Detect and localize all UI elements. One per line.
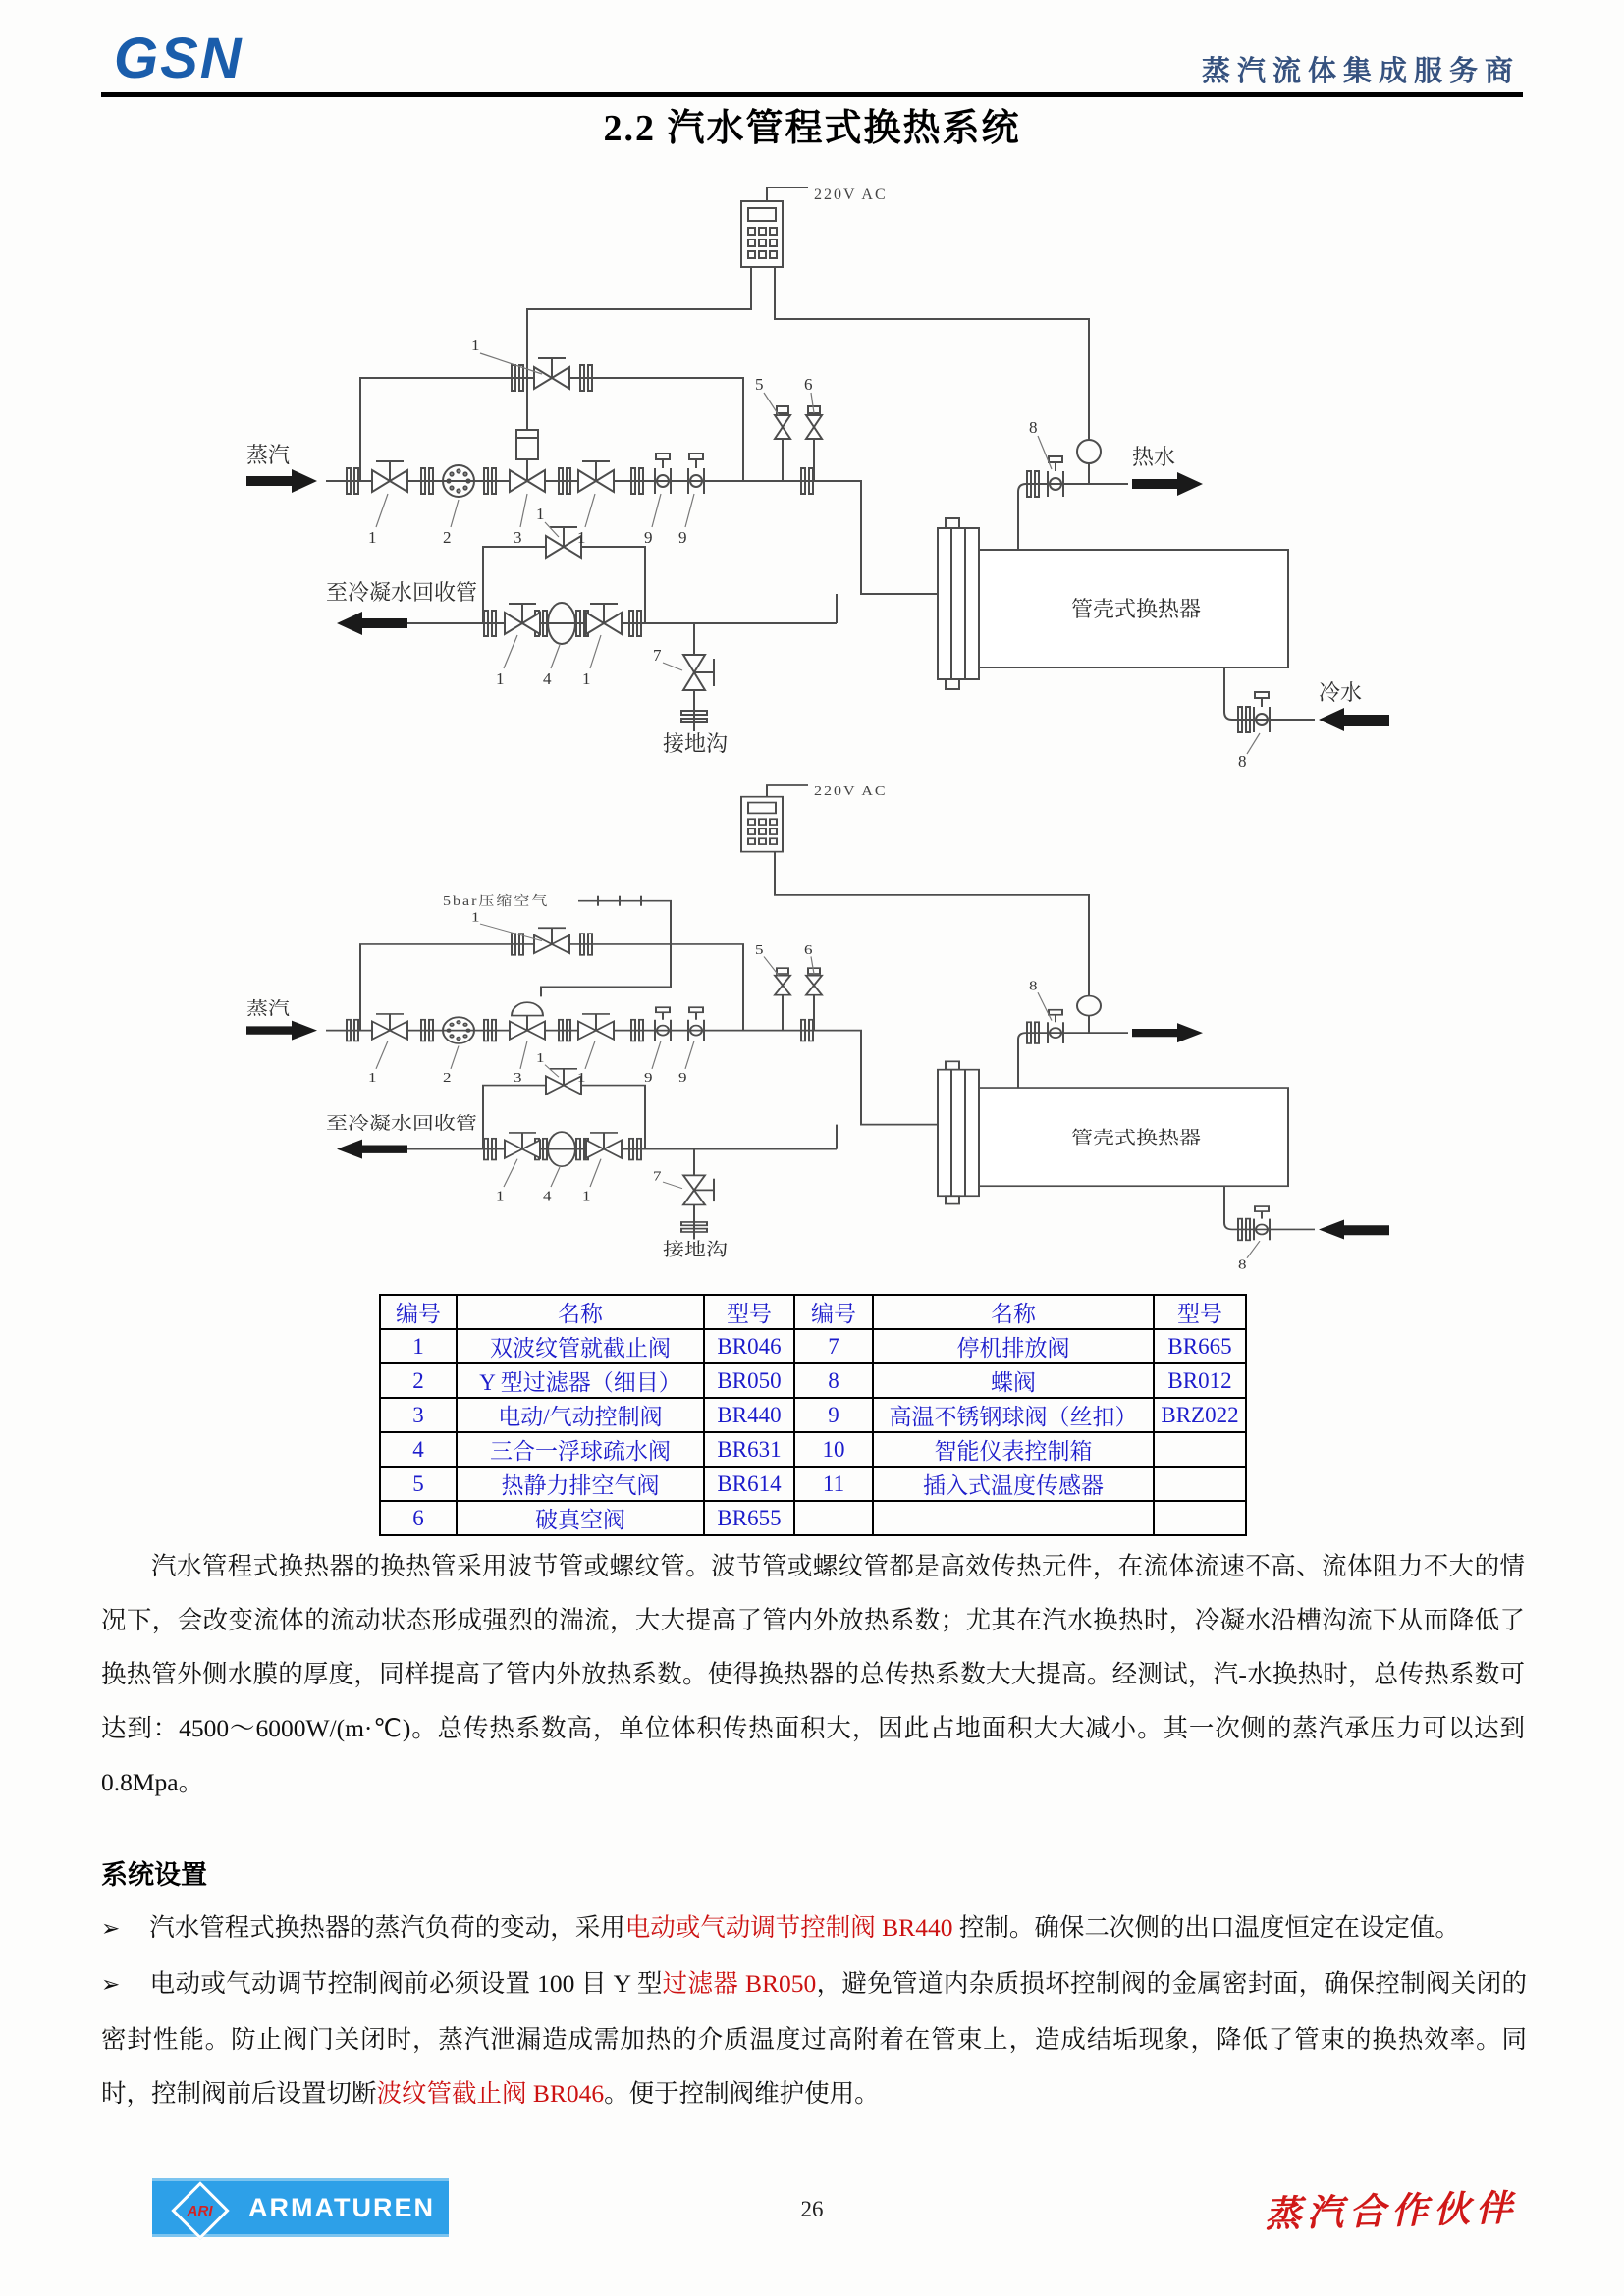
condensate-arrow [337, 612, 407, 635]
armaturen-text: ARMATUREN [248, 2192, 435, 2222]
heat-exchanger-label: 管壳式换热器 [1070, 597, 1202, 621]
cold-water-arrow [1319, 1219, 1389, 1239]
bullet-item [101, 1956, 1527, 2120]
cell: BR440 [704, 1398, 794, 1432]
table-row [380, 1329, 1246, 1363]
temperature-sensor [1077, 996, 1101, 1016]
power-label: 220V AC [813, 784, 888, 799]
air-vent-valve [775, 406, 790, 439]
ground-trench-label: 接地沟 [663, 731, 729, 756]
ari-brand-text: ARI [188, 2202, 213, 2219]
table-header-row [380, 1295, 1246, 1329]
body-paragraph: 汽水管程式换热器的换热管采用波节管或螺纹管。波节管或螺纹管都是高效传热元件，在流体流速不高、流体阻力不大的情况下，会改变流体的流动状态形成强烈的湍流，大大提高了管内外放热系数；尤其在汽水换热时，冷凝水沿槽沟流下从而降低了换热管外侧水膜的厚度，同样提高了管内外放热系数。使得换热器的总传热系数大大提高。经测试，汽-水换热时，总传热系数可达到：4500～6000W/(m·℃)。总传热系数高，单位体积传热面积大，因此占地面积大大减小。其一次侧的蒸汽承压力可以达到 0.8Mpa。 [101, 1552, 1525, 1796]
callout: 1 [536, 505, 545, 523]
bullet-item [101, 1900, 1527, 1956]
callout: 8 [1238, 1256, 1247, 1273]
ball-valve [655, 454, 671, 494]
stop-valve [578, 461, 614, 492]
table-row [380, 1432, 1246, 1467]
heat-exchanger-head [938, 528, 979, 679]
callout: 1 [496, 1188, 505, 1204]
callout: 3 [514, 528, 522, 547]
cell: 双波纹管就截止阀 [457, 1329, 704, 1363]
cell [873, 1501, 1154, 1535]
cell: 停机排放阀 [873, 1329, 1154, 1363]
callout: 6 [804, 942, 813, 958]
cell: 2 [380, 1363, 457, 1398]
callout: 1 [577, 528, 586, 547]
cell: BR655 [704, 1501, 794, 1535]
shutdown-drain-valve [683, 1175, 714, 1204]
condensate-arrow [337, 1140, 407, 1159]
cell [794, 1501, 873, 1535]
cell [1154, 1467, 1246, 1501]
cell: BR665 [1154, 1329, 1246, 1363]
cell: BRZ022 [1154, 1398, 1246, 1432]
sensor-wire [775, 267, 1089, 440]
table-row [380, 1363, 1246, 1398]
page-title: 2.2 汽水管程式换热系统 [603, 108, 1021, 149]
control-box [741, 797, 783, 852]
bypass-valve [546, 1069, 581, 1095]
col-header: 名称 [873, 1295, 1154, 1329]
hot-water-arrow [1132, 1023, 1203, 1042]
butterfly-valve [1254, 1206, 1270, 1240]
callout: 6 [804, 375, 813, 394]
table-row [380, 1501, 1246, 1535]
callout: 3 [514, 1070, 522, 1086]
hot-water-arrow [1132, 472, 1203, 496]
condensate-label: 至冷凝水回收管 [326, 1114, 477, 1135]
hot-water-label: 热水 [1132, 445, 1176, 469]
section-heading: 系统设置 [101, 1860, 207, 1890]
cold-water-label: 冷水 [1319, 680, 1363, 705]
bullet-text: 汽水管程式换热器的蒸汽负荷的变动，采用 [149, 1913, 625, 1942]
electric-control-valve [510, 430, 545, 492]
gsn-logo: GSN [114, 27, 244, 90]
cell: 高温不锈钢球阀（丝扣） [873, 1398, 1154, 1432]
callout: 9 [644, 528, 653, 547]
callout: 1 [368, 1070, 377, 1086]
pneumatic-control-valve [510, 1002, 545, 1040]
steam-label: 蒸汽 [246, 443, 291, 467]
col-header: 编号 [794, 1295, 873, 1329]
cell: 1 [380, 1329, 457, 1363]
stop-valve [505, 604, 540, 634]
steam-arrow [246, 1021, 317, 1041]
cell: BR012 [1154, 1363, 1246, 1398]
air-supply-label: 5bar压缩空气 [443, 894, 550, 909]
callout: 1 [471, 909, 480, 926]
steam-label: 蒸汽 [246, 999, 290, 1020]
cell: 8 [794, 1363, 873, 1398]
callout: 1 [536, 1050, 545, 1066]
callout: 2 [443, 528, 452, 547]
partner-slogan: 蒸汽合作伙伴 [1264, 2188, 1519, 2236]
ball-valve [688, 454, 704, 494]
control-wire [527, 267, 751, 429]
parts-table [379, 1294, 1247, 1536]
bullet-text: 控制。确保二次侧的出口温度恒定在设定值。 [952, 1913, 1460, 1942]
callout: 9 [678, 1070, 687, 1086]
heat-exchanger-head [938, 1070, 979, 1197]
page-number: 26 [800, 2197, 824, 2221]
cell: 智能仪表控制箱 [873, 1432, 1154, 1467]
stop-valve [505, 1133, 540, 1158]
ground-trench-label: 接地沟 [663, 1240, 728, 1260]
callout: 1 [496, 669, 505, 688]
cell: 电动/气动控制阀 [457, 1398, 704, 1432]
cell: BR631 [704, 1432, 794, 1467]
table-row [380, 1467, 1246, 1501]
cell: 10 [794, 1432, 873, 1467]
table-row [380, 1398, 1246, 1432]
bullet-arrow-icon: ➢ [101, 1916, 121, 1942]
cell [1154, 1432, 1246, 1467]
callout: 7 [653, 646, 662, 665]
cell: 蝶阀 [873, 1363, 1154, 1398]
power-wire [767, 187, 808, 201]
callout: 5 [755, 375, 764, 394]
bypass-valve [546, 527, 581, 558]
temperature-sensor [1077, 440, 1101, 463]
callout: 9 [644, 1070, 653, 1086]
bullet-text: 电动或气动调节控制阀前必须设置 100 目 Y 型 [149, 1969, 663, 1998]
cell: BR614 [704, 1467, 794, 1501]
stop-valve [372, 461, 407, 492]
callout: 1 [582, 1188, 591, 1204]
cell: 热静力排空气阀 [457, 1467, 704, 1501]
settings-bullets [101, 1900, 1527, 2120]
pipe-to-exchanger [822, 481, 938, 594]
condensate-label: 至冷凝水回收管 [326, 580, 478, 605]
ball-valve [688, 1007, 704, 1041]
butterfly-valve [1048, 1010, 1063, 1043]
col-header: 名称 [457, 1295, 704, 1329]
bullet-arrow-icon: ➢ [101, 1972, 121, 1998]
cell: 7 [794, 1329, 873, 1363]
cell: 插入式温度传感器 [873, 1467, 1154, 1501]
callout: 1 [368, 528, 377, 547]
cell: 破真空阀 [457, 1501, 704, 1535]
cell: 5 [380, 1467, 457, 1501]
callout: 8 [1238, 752, 1247, 771]
shutdown-drain-valve [683, 655, 714, 690]
cell: BR050 [704, 1363, 794, 1398]
ball-valve [655, 1007, 671, 1041]
stop-valve [586, 604, 622, 634]
col-header: 编号 [380, 1295, 457, 1329]
col-header: 型号 [1154, 1295, 1246, 1329]
cell: BR046 [704, 1329, 794, 1363]
diagram-1-schematic [233, 182, 1391, 771]
air-vent-valve [775, 968, 790, 995]
highlighted-text: 波纹管截止阀 BR046 [376, 2079, 605, 2108]
cell: 4 [380, 1432, 457, 1467]
callout: 7 [653, 1168, 662, 1184]
callout: 9 [678, 528, 687, 547]
callout: 8 [1029, 978, 1038, 994]
steam-arrow [246, 469, 317, 493]
heat-exchanger-label: 管壳式换热器 [1071, 1128, 1201, 1148]
cell: 3 [380, 1398, 457, 1432]
callout: 4 [543, 1188, 552, 1204]
cold-water-arrow [1319, 708, 1389, 731]
col-header: 型号 [704, 1295, 794, 1329]
callout: 5 [755, 942, 764, 958]
cell: 三合一浮球疏水阀 [457, 1432, 704, 1467]
header-tagline: 蒸汽流体集成服务商 [1201, 56, 1520, 87]
highlighted-text: 过滤器 BR050 [662, 1969, 817, 1998]
callout: 4 [543, 669, 552, 688]
cell: 9 [794, 1398, 873, 1432]
highlighted-text: 电动或气动调节控制阀 BR440 [624, 1913, 953, 1942]
callout: 1 [577, 1070, 586, 1086]
steam-bypass-pipe [360, 378, 743, 481]
power-label: 220V AC [814, 187, 888, 203]
diagram-2-schematic [233, 780, 1391, 1273]
callout: 2 [443, 1070, 452, 1086]
callout: 1 [471, 336, 480, 354]
butterfly-valve [1048, 456, 1063, 497]
cell: 11 [794, 1467, 873, 1501]
cell: 6 [380, 1501, 457, 1535]
bullet-text: 。便于控制阀维护使用。 [604, 2079, 880, 2108]
bullet-text: ，避免管道内杂质损坏控制阀的金属密封面，确保控制阀关闭的密封性能。防止阀门关闭时，蒸汽泄漏造成需加热的介质温度过高附着在管束上，造成结垢现象，降低了管束的换热效率。同时，控制阀前后设置切断 [101, 1969, 1527, 2108]
stop-valve [372, 1014, 407, 1040]
callout: 1 [582, 669, 591, 688]
stop-valve [586, 1133, 622, 1158]
cell: Y 型过滤器（细目） [457, 1363, 704, 1398]
control-box [741, 201, 783, 267]
callout: 8 [1029, 418, 1038, 437]
stop-valve [578, 1014, 614, 1040]
cell [1154, 1501, 1246, 1535]
butterfly-valve [1254, 692, 1270, 732]
